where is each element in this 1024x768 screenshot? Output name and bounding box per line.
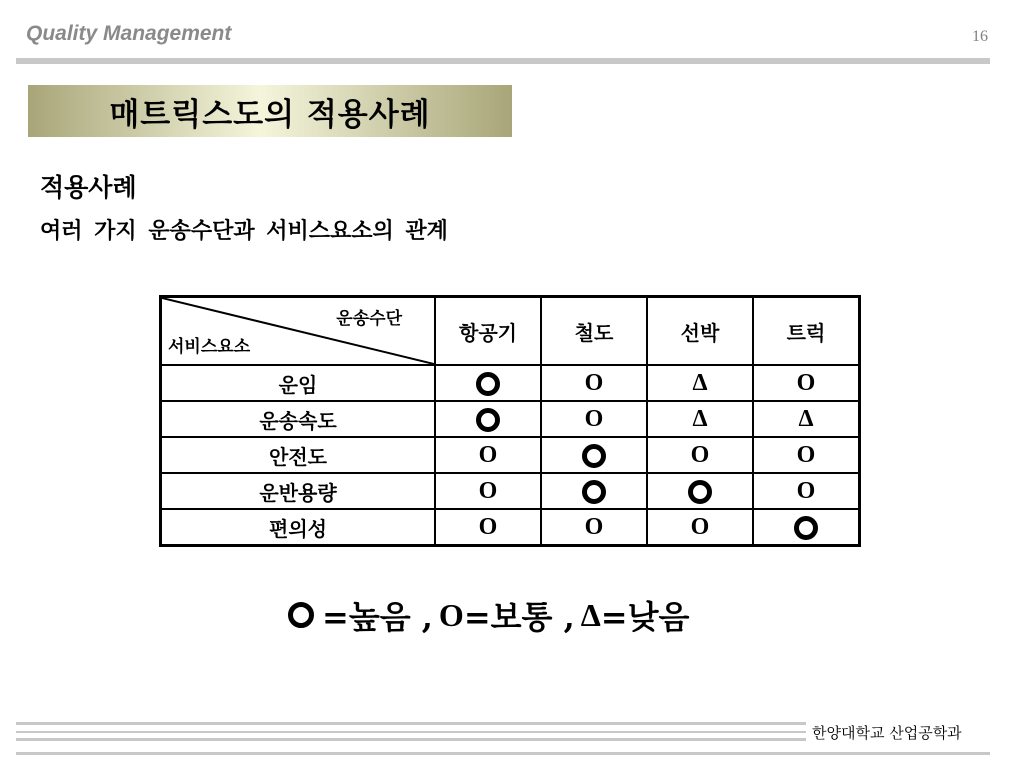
column-header: 선박 (647, 297, 753, 366)
medium-symbol: O (584, 405, 604, 432)
row-label: 운임 (161, 365, 436, 401)
matrix-cell (435, 509, 541, 546)
high-symbol-icon (582, 480, 606, 504)
description: 여러 가지 운송수단과 서비스요소의 관계 (40, 218, 448, 244)
header-divider (16, 58, 990, 64)
table-row (161, 437, 860, 473)
high-symbol-icon (288, 602, 314, 628)
legend-low: =낮음 (600, 598, 690, 636)
footer-divider-long (16, 752, 990, 755)
page-number: 16 (972, 28, 988, 45)
header-title: Quality Management (26, 22, 232, 45)
column-header: 항공기 (435, 297, 541, 366)
matrix-cell (435, 437, 541, 473)
corner-row-label: 서비스요소 (168, 337, 251, 357)
medium-symbol: O (478, 477, 498, 504)
matrix-cell (753, 437, 860, 473)
medium-symbol: O (796, 369, 816, 396)
table-row (161, 509, 860, 546)
matrix-cell (541, 365, 647, 401)
medium-symbol: O (584, 369, 604, 396)
legend-medium: =보통 , (463, 598, 575, 636)
medium-symbol: O (478, 513, 498, 540)
low-symbol: Δ (692, 405, 708, 432)
matrix-cell (541, 473, 647, 509)
high-symbol-icon (582, 444, 606, 468)
matrix-corner-cell (161, 297, 436, 366)
medium-symbol: O (796, 477, 816, 504)
matrix-cell (647, 437, 753, 473)
matrix-cell (435, 401, 541, 437)
matrix-cell (541, 437, 647, 473)
legend-low-symbol: Δ (580, 596, 601, 633)
row-label: 안전도 (161, 437, 436, 473)
matrix-header-row (161, 297, 860, 366)
matrix-cell (753, 473, 860, 509)
row-label: 편의성 (161, 509, 436, 546)
table-row (161, 365, 860, 401)
low-symbol: Δ (798, 405, 814, 432)
high-symbol-icon (476, 372, 500, 396)
matrix-cell (541, 401, 647, 437)
subheading: 적용사례 (40, 173, 137, 202)
corner-column-label: 운송수단 (336, 309, 402, 329)
matrix-cell (647, 473, 753, 509)
matrix-cell (753, 509, 860, 546)
medium-symbol: O (690, 513, 710, 540)
slide-title (28, 85, 512, 137)
column-header: 철도 (541, 297, 647, 366)
medium-symbol: O (690, 441, 710, 468)
table-row (161, 401, 860, 437)
medium-symbol: O (796, 441, 816, 468)
high-symbol-icon (476, 408, 500, 432)
legend-high: =높음 , (322, 598, 433, 636)
column-header: 트럭 (753, 297, 860, 366)
high-symbol-icon (688, 480, 712, 504)
matrix-cell (647, 365, 753, 401)
legend-medium-symbol: O (438, 596, 464, 633)
matrix-cell (435, 473, 541, 509)
matrix-cell (647, 509, 753, 546)
footer-institution: 한양대학교 산업공학과 (812, 724, 962, 742)
slide-title-text: 매트릭스도의 적용사례 (109, 96, 431, 133)
row-label: 운반용량 (161, 473, 436, 509)
matrix-cell (753, 401, 860, 437)
matrix-cell (647, 401, 753, 437)
footer-divider (16, 722, 806, 747)
low-symbol: Δ (692, 369, 708, 396)
medium-symbol: O (478, 441, 498, 468)
medium-symbol: O (584, 513, 604, 540)
table-row (161, 473, 860, 509)
high-symbol-icon (794, 516, 818, 540)
matrix-cell (541, 509, 647, 546)
row-label: 운송속도 (161, 401, 436, 437)
matrix-cell (435, 365, 541, 401)
legend (288, 592, 689, 638)
matrix-cell (753, 365, 860, 401)
relationship-matrix (159, 295, 861, 547)
